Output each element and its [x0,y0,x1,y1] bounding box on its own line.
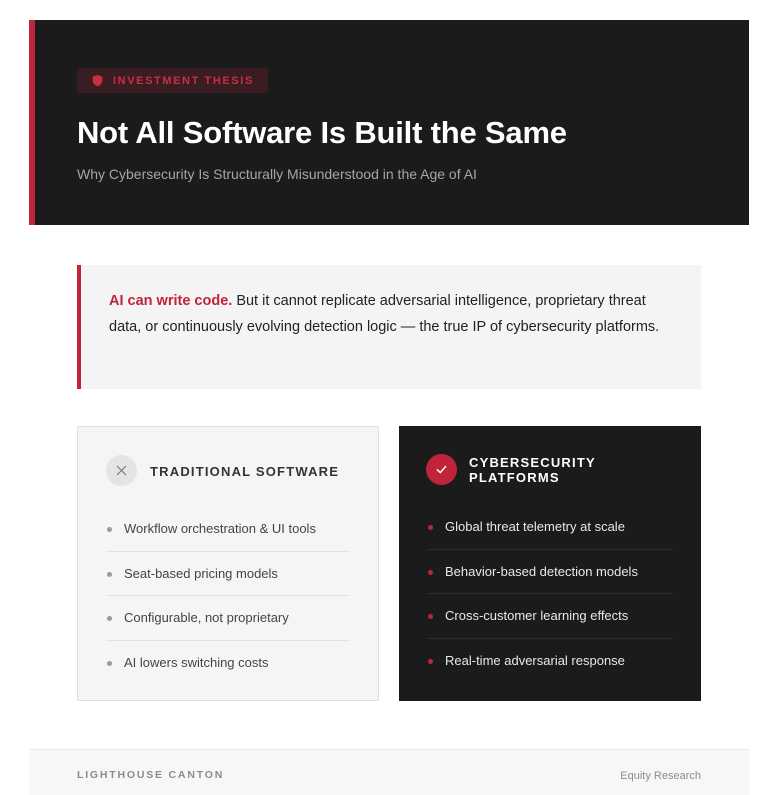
key-insight-callout [77,265,701,389]
traditional-feature-list [106,507,350,685]
callout-text [109,289,674,340]
check-icon [426,454,457,485]
footer-label: Equity Research [620,770,701,782]
list-item: Behavior-based detection models [427,550,673,595]
callout-accent-bar [77,265,81,389]
hero-accent-bar [29,20,35,225]
list-item: Global threat telemetry at scale [427,505,673,550]
shield-icon [91,74,104,87]
list-item: Cross-customer learning effects [427,594,673,639]
hero-section [29,20,749,225]
callout-highlight: AI can write code. [109,293,233,309]
thesis-badge [77,68,268,93]
traditional-card-title: TRADITIONAL SOFTWARE [150,464,340,479]
page-title: Not All Software Is Built the Same [77,115,567,150]
list-item: Real-time adversarial response [427,639,673,684]
cybersecurity-platforms-card [399,426,701,701]
close-icon [106,455,137,486]
list-item: Configurable, not proprietary [106,596,350,641]
list-item: Seat-based pricing models [106,552,350,597]
cyber-card-title: CYBERSECURITY PLATFORMS [469,455,596,485]
list-item: Workflow orchestration & UI tools [106,507,350,552]
badge-label: INVESTMENT THESIS [113,74,254,87]
page-subtitle: Why Cybersecurity Is Structurally Misunderstood in the Age of AI [77,166,477,182]
cyber-feature-list [427,505,673,683]
callout-body: But it cannot replicate adversarial intelligence, proprietary threat data, or continuously evolving detection logic — the true IP of cybersecurity platforms. [109,293,660,335]
brand-name: LIGHTHOUSE CANTON [77,769,225,781]
list-item: AI lowers switching costs [106,641,350,686]
page-footer [29,749,749,795]
traditional-software-card [77,426,379,701]
